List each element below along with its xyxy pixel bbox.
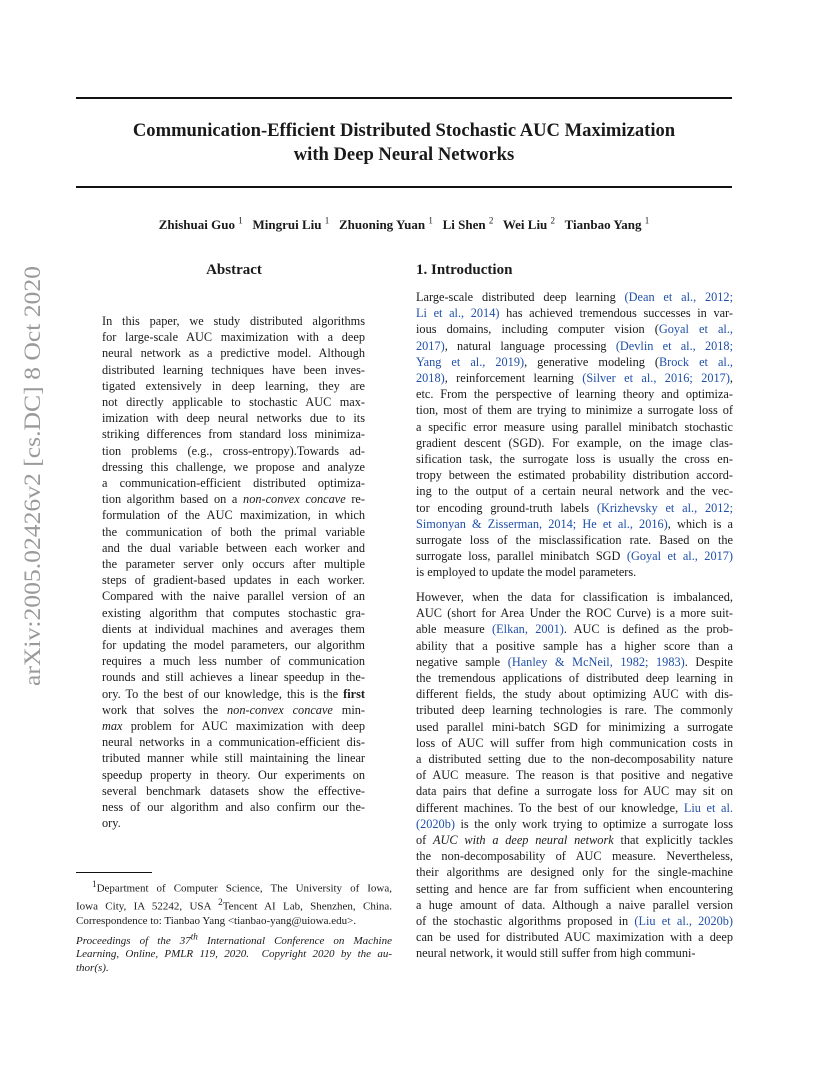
- footnote-rule: [76, 872, 152, 873]
- title-top-rule: [76, 97, 732, 99]
- text-line: sification task, the surrogate loss is usually the cross en-: [416, 452, 733, 467]
- text-line: imization with deep neural networks due to its: [102, 411, 365, 426]
- text-line: of AUC measure. The reason is that positive and negative: [416, 768, 733, 783]
- text-line: a huge amount of data. Although a naive parallel version: [416, 897, 733, 912]
- text-line: the communication of both the primal variable: [102, 524, 365, 539]
- text-line: tion, most of them are trying to minimize a surrogate loss of: [416, 403, 733, 418]
- text-line: (2020b) is the only work trying to optimize a surrogate loss: [416, 816, 733, 831]
- affiliation-footnote: [76, 878, 392, 928]
- author: Wei Liu $^2$: [502, 216, 556, 233]
- text-line: their algorithms are designed only for the single-machine: [416, 865, 733, 880]
- text-line: Li et al., 2014) has achieved tremendous successes in var-: [416, 306, 733, 321]
- text-line: the parameter server only occurs after multiple: [102, 557, 365, 572]
- author: Zhishuai Guo $^1$: [158, 216, 243, 233]
- text-line: different fields, the study about optimizing AUC with dis-: [416, 687, 733, 702]
- text-line: 2018), reinforcement learning (Silver et al., 2016; 2017),: [416, 371, 733, 386]
- proceedings-line: thor(s).: [76, 962, 109, 975]
- text-line: etc. From the perspective of learning theory and optimiza-: [416, 387, 733, 402]
- text-line: a specific error measure using parallel minibatch stochastic: [416, 419, 733, 434]
- text-line: neural networks in a communication-efficient dis-: [102, 735, 365, 750]
- text-line: data pairs that define a surrogate loss for AUC may sit on: [416, 784, 733, 799]
- text-line: tributed deep learning technologies is rare. The commonly: [416, 703, 733, 718]
- text-line: steps of gradient-based updates in each worker.: [102, 573, 365, 588]
- author: Li Shen $^2$: [442, 216, 494, 233]
- text-line: distributed learning techniques have been inves-: [102, 362, 365, 377]
- text-line: tion algorithm based on a non-convex concave re-: [102, 492, 365, 507]
- text-line: tor encoding ground-truth labels (Krizhevsky et al., 2012;: [416, 500, 734, 515]
- proceedings-line: Proceedings of the 37th International Conference on Machine: [76, 931, 392, 947]
- text-line: speedup property in theory. Our experiments on: [102, 767, 365, 782]
- text-line: for large-scale AUC maximization with a deep: [102, 330, 365, 345]
- title-line: with Deep Neural Networks: [293, 144, 515, 165]
- author-list: [76, 216, 732, 233]
- title-bottom-rule: [76, 186, 732, 188]
- text-line: Yang et al., 2019), generative modeling (Brock et al.,: [416, 354, 733, 369]
- introduction-paragraph-2: [416, 589, 733, 962]
- text-line: the tremendous applications of distributed deep learning in: [416, 671, 733, 686]
- introduction-heading: 1. Introduction: [416, 262, 513, 278]
- paper-title: [76, 119, 732, 167]
- text-line: loss of AUC will suffer from high communication costs in: [416, 735, 733, 750]
- text-line: can be used for distributed AUC maximization with a deep: [416, 930, 733, 945]
- text-line: rounds and still achieves a linear speedup in the-: [102, 670, 365, 685]
- text-line: In this paper, we study distributed algorithms: [102, 314, 365, 328]
- text-line: dients at individual machines and averages them: [102, 621, 365, 636]
- text-line: negative sample (Hanley & McNeil, 1982; 1983). Despite: [416, 654, 733, 669]
- text-line: striking differences from standard loss minimiza-: [102, 427, 365, 442]
- footnote-line: $^1$Department of Computer Science, The University of Iowa,: [92, 879, 392, 895]
- text-line: different machines. To the best of our knowledge, Liu et al.: [416, 800, 733, 815]
- text-line: for updating the model parameters, our algorithm: [102, 638, 365, 653]
- text-line: ness of our algorithm and also confirm our the-: [102, 800, 365, 815]
- text-line: Large-scale distributed deep learning (Dean et al., 2012;: [416, 290, 733, 304]
- text-line: formulation of the AUC maximization, in which: [102, 508, 365, 523]
- author: Tianbao Yang $^1$: [564, 216, 650, 233]
- text-line: max problem for AUC maximization with deep: [102, 719, 365, 734]
- text-line: AUC (short for Area Under the ROC Curve) is a more suit-: [416, 606, 733, 621]
- text-line: Simonyan & Zisserman, 2014; He et al., 2016), which is a: [416, 516, 733, 531]
- text-line: setting and hence are far from sufficient when encountering: [416, 881, 733, 896]
- text-line: tributed manner while still maintaining the linear: [102, 751, 365, 766]
- text-line: work that solves the non-convex concave min-: [102, 702, 365, 717]
- author: Zhuoning Yuan $^1$: [338, 216, 433, 233]
- text-line: tigated extensively in deep learning, they are: [102, 378, 365, 393]
- text-line: ing to the output of a certain neural network and the vec-: [416, 484, 733, 499]
- arxiv-identifier: arXiv:2005.02426v2 [cs.DC] 8 Oct 2020: [20, 309, 45, 686]
- text-line: a communication-efficient distributed optimiza-: [102, 476, 365, 491]
- text-line: ory.: [102, 816, 121, 831]
- text-line: 2017), natural language processing (Devlin et al., 2018;: [416, 338, 733, 353]
- text-line: is employed to update the model parameters.: [416, 565, 637, 580]
- text-line: However, when the data for classification is imbalanced,: [416, 590, 733, 604]
- footnote-line: Correspondence to: Tianbao Yang <tianbao-yang@uiowa.edu>.: [76, 914, 357, 927]
- text-line: used parallel mini-batch SGD for minimizing a surrogate: [416, 719, 733, 734]
- text-line: able measure (Elkan, 2001). AUC is defined as the prob-: [416, 622, 733, 637]
- text-line: existing algorithm that computes stochastic gra-: [102, 605, 365, 620]
- text-line: the non-decomposability of AUC measure. Nevertheless,: [416, 849, 733, 864]
- text-line: requires a much less number of communication: [102, 654, 365, 669]
- arxiv-stamp-graphic: [6, 266, 46, 686]
- footnote-line: Iowa City, IA 52242, USA $^2$Tencent AI Lab, Shenzhen, China.: [76, 897, 393, 914]
- text-line: of the stochastic algorithms proposed in (Liu et al., 2020b): [416, 914, 733, 929]
- text-line: tion problems (e.g., cross-entropy).Towards ad-: [102, 443, 365, 458]
- text-line: of AUC with a deep neural network that explicitly tackles: [416, 833, 733, 848]
- text-line: tropy between the estimated probability distribution accord-: [416, 468, 733, 483]
- text-line: dressing this challenge, we propose and analyze: [102, 459, 365, 474]
- text-line: a distributed setting due to the non-decomposability nature: [416, 752, 733, 767]
- proceedings-note: [76, 930, 392, 976]
- text-line: and the dual variable between each worker and: [102, 540, 365, 555]
- proceedings-line: Learning, Online, PMLR 119, 2020. Copyright 2020 by the au-: [76, 948, 392, 961]
- text-line: ious domains, including computer vision (Goyal et al.,: [416, 322, 733, 337]
- text-line: several benchmark datasets show the effective-: [102, 783, 365, 798]
- text-line: Compared with the naive parallel version of an: [102, 589, 365, 604]
- introduction-paragraph-1: [416, 289, 733, 581]
- text-line: surrogate loss, parallel minibatch SGD (Goyal et al., 2017): [416, 549, 733, 564]
- text-line: neural network as a predictive model. Although: [102, 346, 365, 361]
- text-line: ory. To the best of our knowledge, this is the first: [102, 686, 365, 701]
- abstract-body: [102, 313, 365, 832]
- abstract-heading: Abstract: [206, 262, 262, 278]
- text-line: gradient descent (SGD). For example, on the image clas-: [416, 435, 733, 450]
- title-line: Communication-Efficient Distributed Stochastic AUC Maximization: [132, 120, 676, 141]
- author: Mingrui Liu $^1$: [252, 216, 330, 233]
- text-line: not directly applicable to stochastic AUC max-: [102, 395, 365, 410]
- text-line: ability that a positive sample has a higher score than a: [416, 638, 733, 653]
- text-line: neural network, it would still suffer from high communi-: [416, 946, 696, 961]
- arxiv-stamp: [6, 266, 46, 686]
- text-line: surrogate loss of the misclassification rate. Based on the: [416, 533, 733, 548]
